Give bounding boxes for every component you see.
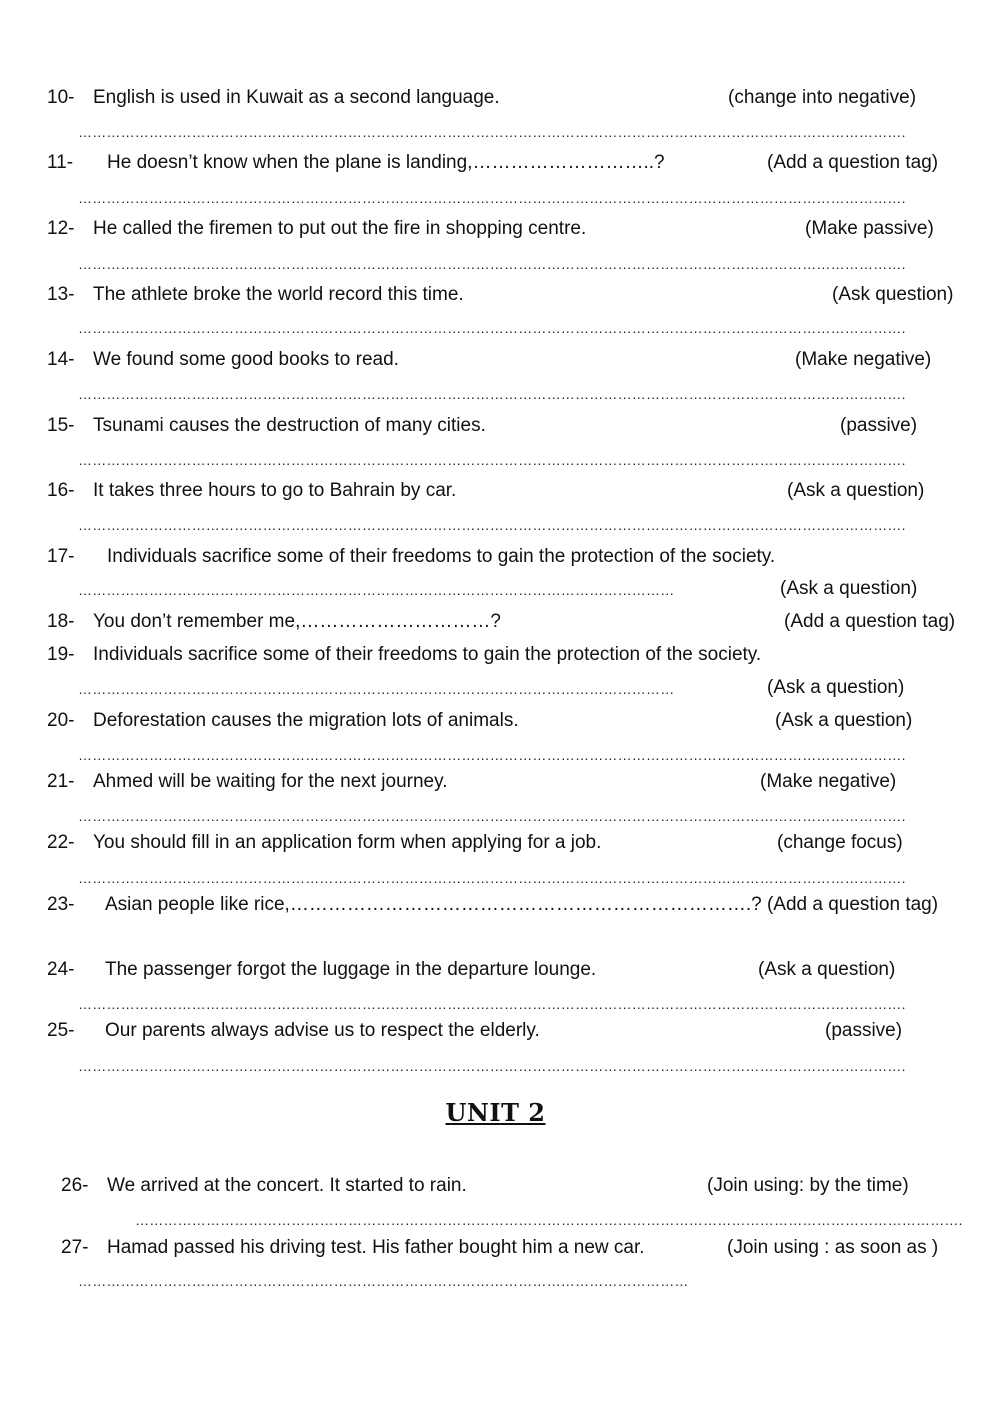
item-number: 24- <box>47 959 75 980</box>
item-number: 25- <box>47 1020 75 1041</box>
answer-line: …………………………………………………………………………………………………………………………………………………………. <box>78 452 906 468</box>
answer-line: …………………………………………………………………………………………………………………………………………………………. <box>78 1058 906 1074</box>
item-sentence: It takes three hours to go to Bahrain by car. <box>93 480 457 501</box>
item-sentence: Asian people like rice,……………………………………………………………….? (Add a question tag) <box>105 894 939 915</box>
unit-title: UNIT 2 <box>445 1098 546 1127</box>
item-instruction: (Add a question tag) <box>767 152 939 173</box>
item-sentence: Ahmed will be waiting for the next journey. <box>93 771 448 792</box>
item-number: 21- <box>47 771 75 792</box>
item-instruction: (Make passive) <box>805 218 934 239</box>
item-sentence: Our parents always advise us to respect the elderly. <box>105 1020 540 1041</box>
answer-line: …………………………………………………………………………………………………………………………………………………………. <box>78 517 906 533</box>
item-instruction: (Ask a question) <box>767 677 905 698</box>
answer-line: …………………………………………………………………………………………………………………………………………………………. <box>78 320 906 336</box>
item-sentence: English is used in Kuwait as a second language. <box>93 87 500 108</box>
answer-line: …………………………………………………………………………………………………………………………………………………………. <box>135 1212 963 1228</box>
item-number: 13- <box>47 284 75 305</box>
item-instruction: (Join using : as soon as ) <box>727 1237 939 1258</box>
item-instruction: (Ask a question) <box>775 710 913 731</box>
item-number: 27- <box>61 1237 89 1258</box>
item-number: 11- <box>47 152 74 173</box>
item-instruction: (change into negative) <box>728 87 917 108</box>
item-sentence: You don’t remember me,…………………………? <box>93 611 501 632</box>
item-sentence: Deforestation causes the migration lots of animals. <box>93 710 519 731</box>
answer-line: …………………………………………………………………………………………………………………………………………………………. <box>78 386 906 402</box>
item-sentence: We arrived at the concert. It started to rain. <box>107 1175 467 1196</box>
item-number: 18- <box>47 611 75 632</box>
item-instruction: (Join using: by the time) <box>707 1175 909 1196</box>
item-instruction: (Make negative) <box>795 349 932 370</box>
item-sentence: We found some good books to read. <box>93 349 399 370</box>
item-instruction: (Ask a question) <box>787 480 925 501</box>
item-number: 14- <box>47 349 75 370</box>
item-number: 26- <box>61 1175 89 1196</box>
item-sentence: The athlete broke the world record this time. <box>93 284 464 305</box>
item-instruction: (Make negative) <box>760 771 897 792</box>
item-sentence: Individuals sacrifice some of their freedoms to gain the protection of the society. <box>93 644 762 665</box>
item-number: 22- <box>47 832 75 853</box>
item-sentence: The passenger forgot the luggage in the departure lounge. <box>105 959 597 980</box>
answer-line: …………………………………………………………………………………………………………………………………………………………. <box>78 747 906 763</box>
item-instruction: (change focus) <box>777 832 903 853</box>
item-number: 19- <box>47 644 75 665</box>
answer-line: ………………………………………………………………………………………………………………… <box>78 1273 689 1289</box>
item-number: 16- <box>47 480 75 501</box>
answer-line: …………………………………………………………………………………………………………………………………………………………. <box>78 808 906 824</box>
item-sentence: Tsunami causes the destruction of many cities. <box>93 415 486 436</box>
item-instruction: (passive) <box>825 1020 903 1041</box>
item-sentence: Hamad passed his driving test. His father bought him a new car. <box>107 1237 645 1258</box>
item-number: 23- <box>47 894 75 915</box>
item-number: 17- <box>47 546 75 567</box>
answer-line: ……………………………………………………………………………………………………………… <box>78 681 675 697</box>
answer-line: ……………………………………………………………………………………………………………… <box>78 582 675 598</box>
item-instruction: (Ask a question) <box>758 959 896 980</box>
item-number: 20- <box>47 710 75 731</box>
answer-line: …………………………………………………………………………………………………………………………………………………………. <box>78 870 906 886</box>
item-sentence: You should fill in an application form when applying for a job. <box>93 832 602 853</box>
item-number: 12- <box>47 218 75 239</box>
item-sentence: He called the firemen to put out the fire in shopping centre. <box>93 218 587 239</box>
item-number: 10- <box>47 87 75 108</box>
answer-line: …………………………………………………………………………………………………………………………………………………………. <box>78 256 906 272</box>
answer-line: …………………………………………………………………………………………………………………………………………………………. <box>78 996 906 1012</box>
item-sentence: He doesn’t know when the plane is landing,………………………..? <box>107 152 665 173</box>
item-number: 15- <box>47 415 75 436</box>
item-instruction: (passive) <box>840 415 918 436</box>
answer-line: …………………………………………………………………………………………………………………………………………………………. <box>78 124 906 140</box>
item-instruction: (Ask a question) <box>780 578 918 599</box>
item-instruction: (Add a question tag) <box>784 611 956 632</box>
item-instruction: (Ask question) <box>832 284 954 305</box>
item-sentence: Individuals sacrifice some of their freedoms to gain the protection of the society. <box>107 546 776 567</box>
answer-line: …………………………………………………………………………………………………………………………………………………………. <box>78 190 906 206</box>
